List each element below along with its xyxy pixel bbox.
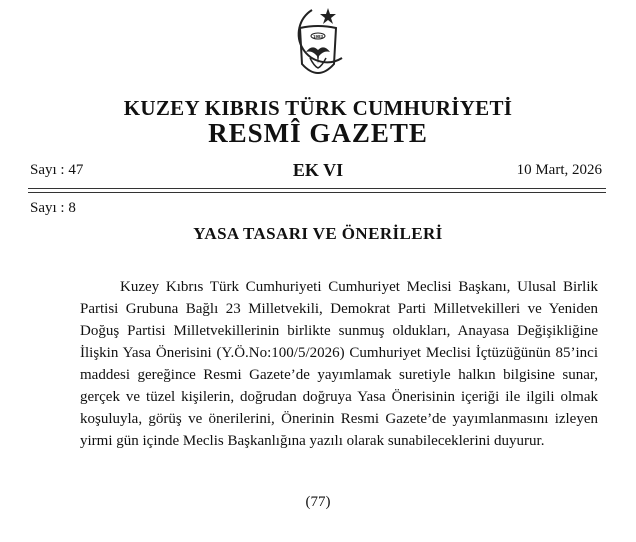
country-name: KUZEY KIBRIS TÜRK CUMHURİYETİ [123, 96, 513, 120]
page-number: (77) [305, 494, 331, 510]
section-title: YASA TASARI VE ÖNERİLERİ [193, 224, 443, 243]
header-divider-bottom [28, 192, 606, 193]
issue-number: Sayı : 47 [30, 162, 84, 178]
header-divider-top [28, 188, 606, 189]
sub-issue-number: Sayı : 8 [30, 200, 76, 216]
announcement-paragraph: Kuzey Kıbrıs Türk Cumhuriyeti Cumhuriyet Meclisi Başkanı, Ulusal Birlik Partisi Grubuna Bağlı 23 Milletvekili, Demokrat Parti Milletvekilleri ve Yeniden Doğuş Partisi Milletvekillerinin birlikte sunmuş oldukları, Anayasa Değişikliğine İlişkin Yasa Önerisini (Y.Ö.No:100/5/2026) Cumhuriyet Meclisi İçtüzüğünün 85’inci maddesi gereğince Resmi Gazete’de yayımlamak suretiyle halkın bilgisine sunar, gerçek ve tüzel kişilerin, doğrudan doğruya Yasa Önerisinin içeriği ile ilgili olmak koşuluyla, görüş ve önerilerini, Önerinin Resmi Gazete’de yayımlanmasını izleyen yirmi gün içinde Meclis Başkanlığına yazılı olarak sunabileceklerini duyurur. [80, 279, 598, 449]
emblem-year: 1983 [312, 34, 324, 39]
state-emblem [288, 6, 348, 88]
gazette-title: RESMÎ GAZETE [208, 118, 428, 148]
annex-label: EK VI [292, 160, 344, 180]
issue-date: 10 Mart, 2026 [516, 162, 602, 178]
